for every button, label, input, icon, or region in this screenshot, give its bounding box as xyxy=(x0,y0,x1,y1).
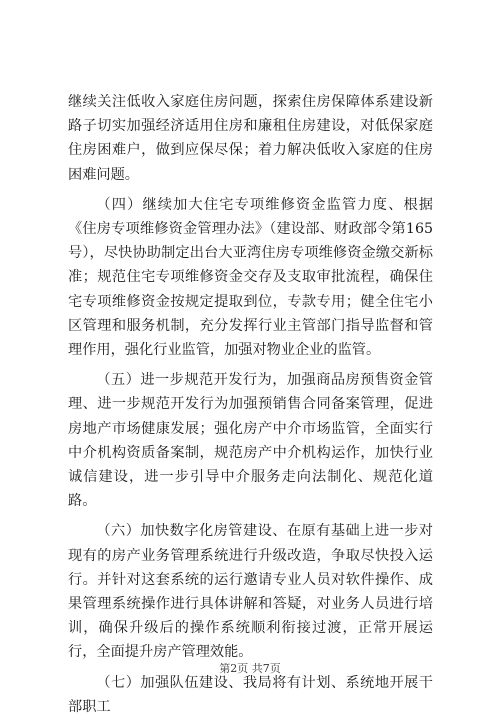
paragraph-housing-security: 继续关注低收入家庭住房问题，探索住房保障体系建设新路子切实加强经济适用住房和廉租住房建设，对低保家庭住房困难户，做到应保尽保；着力解决低收入家庭的住房困难问题。 xyxy=(68,94,433,183)
paragraph-digital-housing: （六）加快数字化房管建设、在原有基础上进一步对现有的房产业务管理系统进行升级改造，争取尽快投入运行。并针对这套系统的运行邀请专业人员对软件操作、成果管理系统操作进行具体讲解和答疑，对业务人员进行培训，确保升级后的操作系统顺利衔接过渡，正常开展运行，全面提升房产管理效能。 xyxy=(68,523,433,661)
document-body xyxy=(68,90,433,725)
paragraph-team-building: （七）加强队伍建设、我局将有计划、系统地开展干部职工 xyxy=(68,674,433,715)
paragraph-maintenance-fund: （四）继续加大住宅专项维修资金监管力度、根据《住房专项维修资金管理办法》（建设部、财政部令第165号），尽快协助制定出台大亚湾住房专项维修资金缴交新标准；规范住宅专项维修资金交存及支取审批流程，确保住宅专项维修资金按规定提取到位，专款专用；健全住宅小区管理和服务机制，充分发挥行业主管部门指导监督和管理作用，强化行业监管，加强对物业企业的监管。 xyxy=(68,196,433,359)
page-number-footer: 第2页 共7页 xyxy=(219,662,281,675)
paragraph-development-regulation: （五）进一步规范开发行为，加强商品房预售资金管理、进一步规范开发行为加强预销售合同备案管理，促进房地产市场健康发展；强化房产中介市场监管，全面实行中介机构资质备案制，规范房产中介机构运作，加快行业诚信建设，进一步引导中介服务走向法制化、规范化道路。 xyxy=(68,372,433,510)
